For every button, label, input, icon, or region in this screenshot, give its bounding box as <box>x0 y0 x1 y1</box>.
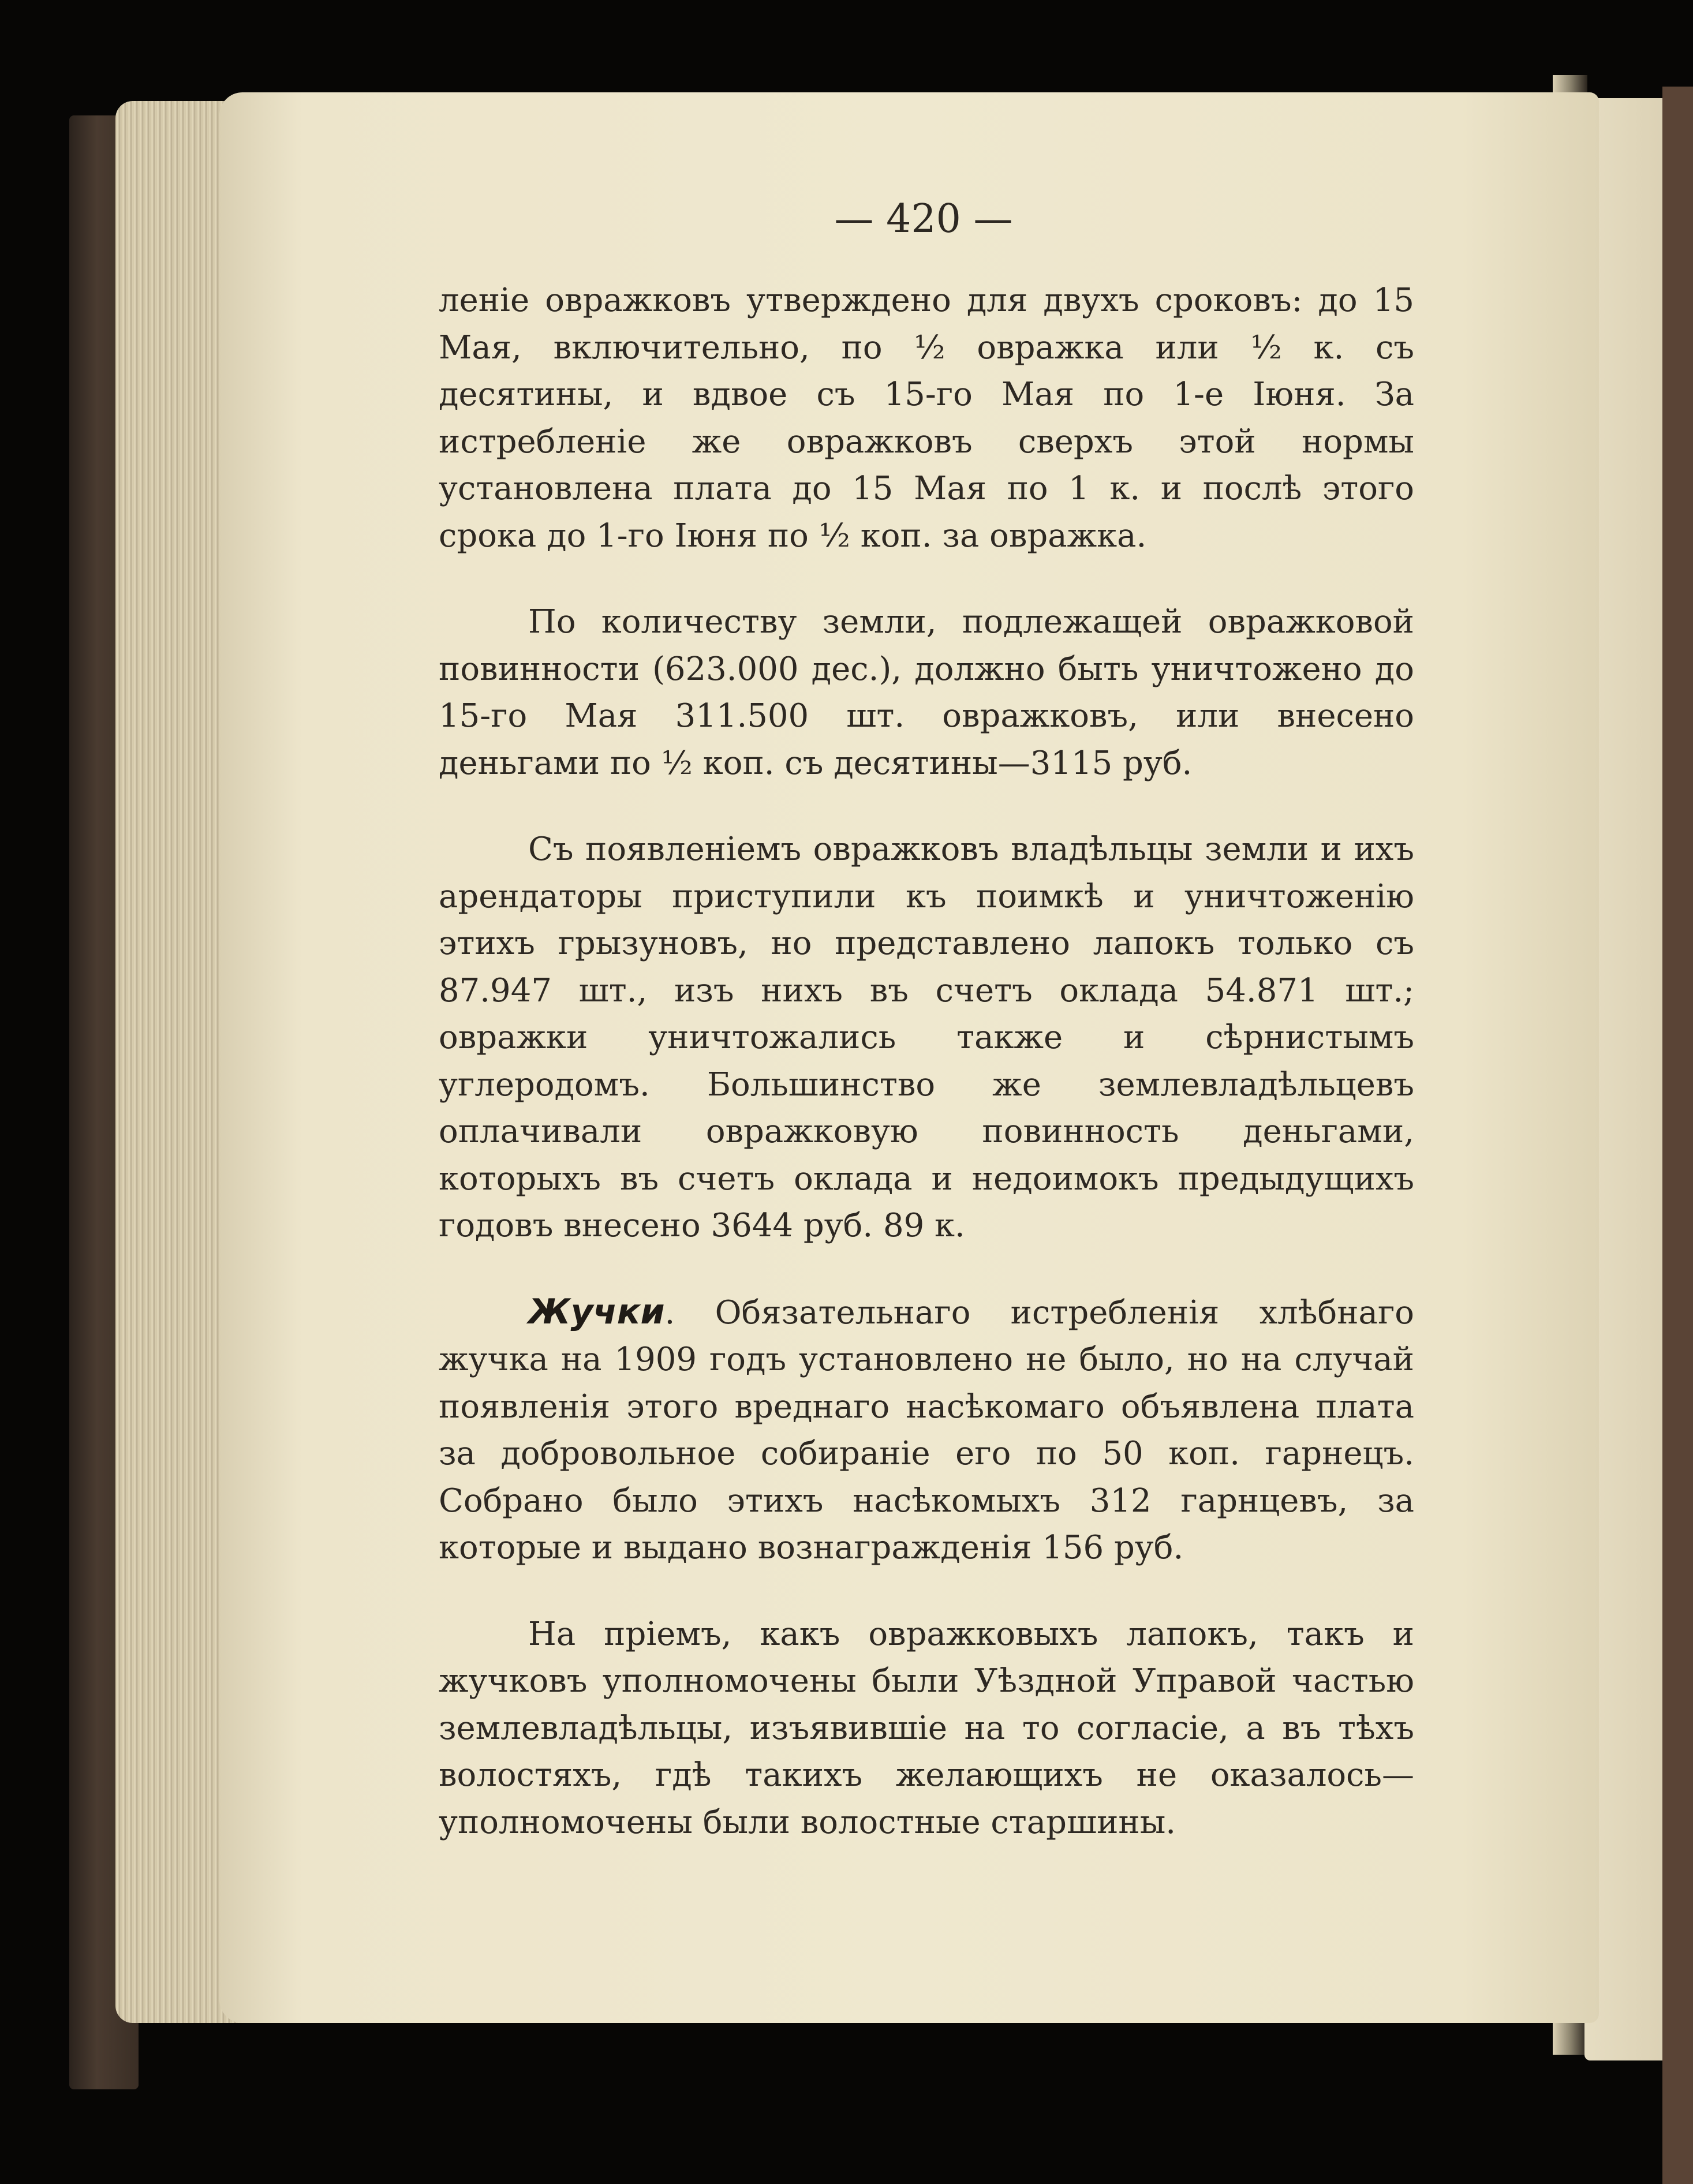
paragraph-4 <box>439 1289 1414 1572</box>
paragraph-3: Съ появленіемъ овражковъ владѣльцы земли и ихъ арендаторы приступили къ поимкѣ и уничтоженію этихъ грызуновъ, но представлено лапокъ только съ 87.947 шт., изъ нихъ въ счетъ оклада 54.871 шт.; овражки уничтожались также и сѣрнистымъ углеродомъ. Большинство же землевладѣльцевъ оплачивали овражковую повинность деньгами, которыхъ въ счетъ оклада и недоимокъ предыдущихъ годовъ внесено 3644 руб. 89 к. <box>439 831 1414 1244</box>
book-cover-right <box>1662 87 1693 2184</box>
page-text <box>439 277 1414 1885</box>
section-heading-beetles: Жучки <box>528 1291 665 1332</box>
paragraph-2: По количеству земли, подлежащей овражковой повинности (623.000 дес.), должно быть уничтожено до 15-го Мая 311.500 шт. овражковъ, или внесено деньгами по ½ коп. съ десятины—3115 руб. <box>439 603 1414 782</box>
paragraph-1: леніе овражковъ утверждено для двухъ сроковъ: до 15 Мая, включительно, по ½ овражка или ½ к. съ десятины, и вдвое съ 15-го Мая по 1-е Іюня. За истребленіе же овражковъ сверхъ этой нормы установлена плата до 15 Мая по 1 к. и послѣ этого срока до 1-го Іюня по ½ коп. за овражка. <box>439 282 1414 555</box>
page-number: — 420 — <box>834 196 1013 242</box>
paragraph-4-text: . Обязательнаго истребленія хлѣбнаго жучка на 1909 годъ установлено не было, но на случай появленія этого вреднаго насѣкомаго объявлена плата за добровольное собираніе его по 50 коп. гарнецъ. Собрано было этихъ насѣкомыхъ 312 гарнцевъ, за которые и выдано вознагражденія 156 руб. <box>439 1293 1414 1566</box>
paragraph-5: На пріемъ, какъ овражковыхъ лапокъ, такъ и жучковъ уполномочены были Уѣздной Управой частью землевладѣльцы, изъявившіе на то согласіе, а въ тѣхъ волостяхъ, гдѣ такихъ желающихъ не оказалось—уполномочены были волостные старшины. <box>439 1615 1414 1841</box>
